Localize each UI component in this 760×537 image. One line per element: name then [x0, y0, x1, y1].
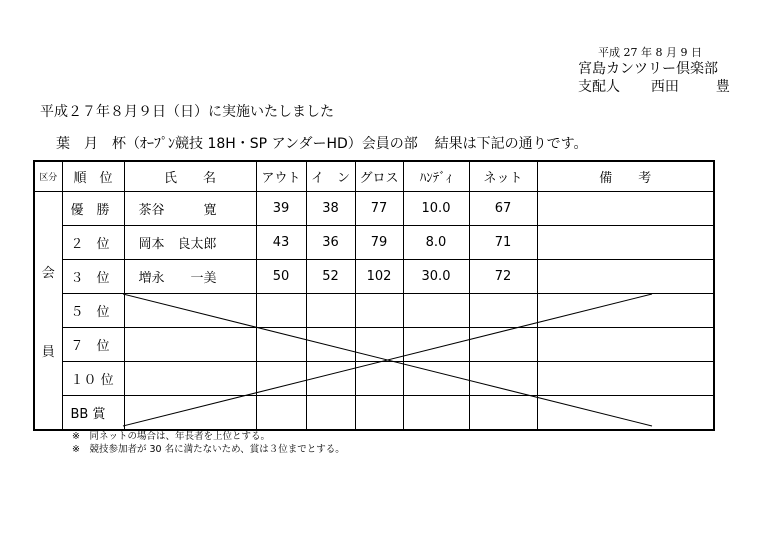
table-row	[34, 362, 714, 396]
out-cell	[256, 328, 306, 362]
result-title-prefix: 葉 月 杯（ｵｰﾌﾟﾝ競技 18H・SP アンダーHD）会員の部	[56, 136, 418, 152]
rank-cell: 優 勝	[62, 192, 124, 226]
net-cell	[469, 294, 537, 328]
in-cell	[306, 396, 355, 431]
result-title	[56, 133, 588, 153]
out-cell: 39	[256, 192, 306, 226]
handicap-cell: 10.0	[403, 192, 469, 226]
out-cell: 43	[256, 226, 306, 260]
header-net: ネット	[469, 161, 537, 192]
header-remarks: 備 考	[537, 161, 714, 192]
remarks-cell	[537, 396, 714, 431]
table-header-row	[34, 161, 714, 192]
manager-given-name: 豊	[715, 79, 730, 95]
gross-cell	[355, 396, 403, 431]
note-item: ※ 同ネットの場合は、年長者を上位とする。	[72, 431, 270, 442]
player-name-cell	[124, 294, 256, 328]
in-cell: 36	[306, 226, 355, 260]
handicap-cell	[403, 362, 469, 396]
rank-cell: ５ 位	[62, 294, 124, 328]
remarks-cell	[537, 328, 714, 362]
remarks-cell	[537, 226, 714, 260]
manager-title: 支配人	[578, 79, 620, 95]
header-handicap: ﾊﾝﾃﾞｨ	[403, 161, 469, 192]
rank-cell: １０ 位	[62, 362, 124, 396]
net-cell: 72	[469, 260, 537, 294]
table-row	[34, 396, 714, 431]
header-out: アウト	[256, 161, 306, 192]
header-name: 氏 名	[124, 161, 256, 192]
table-row	[34, 192, 714, 226]
player-name-cell: 岡本 良太郎	[124, 226, 256, 260]
remarks-cell	[537, 362, 714, 396]
note-item: ※ 競技参加者が 30 名に満たないため、賞は３位までとする。	[72, 444, 345, 455]
remarks-cell	[537, 294, 714, 328]
header-division: 区分	[34, 161, 62, 192]
gross-cell: 77	[355, 192, 403, 226]
rank-cell: ３ 位	[62, 260, 124, 294]
handicap-cell	[403, 328, 469, 362]
gross-cell: 102	[355, 260, 403, 294]
net-cell: 71	[469, 226, 537, 260]
out-cell	[256, 294, 306, 328]
in-cell	[306, 294, 355, 328]
in-cell	[306, 362, 355, 396]
rank-cell: BB 賞	[62, 396, 124, 431]
gross-cell	[355, 294, 403, 328]
handicap-cell	[403, 294, 469, 328]
gross-cell	[355, 328, 403, 362]
division-cell	[34, 192, 62, 431]
in-cell: 38	[306, 192, 355, 226]
table-row	[34, 328, 714, 362]
header-in: イ ン	[306, 161, 355, 192]
intro-text: 平成２７年８月９日（日）に実施いたしました	[40, 104, 334, 120]
handicap-cell: 30.0	[403, 260, 469, 294]
handicap-cell	[403, 396, 469, 431]
gross-cell	[355, 362, 403, 396]
net-cell	[469, 328, 537, 362]
net-cell	[469, 362, 537, 396]
out-cell	[256, 396, 306, 431]
in-cell	[306, 328, 355, 362]
player-name-cell	[124, 396, 256, 431]
handicap-cell: 8.0	[403, 226, 469, 260]
notes	[72, 430, 345, 456]
table-row	[34, 294, 714, 328]
player-name-cell	[124, 328, 256, 362]
document-date: 平成 27 年 8 月 9 日	[598, 46, 702, 59]
table-row	[34, 226, 714, 260]
in-cell: 52	[306, 260, 355, 294]
remarks-cell	[537, 192, 714, 226]
player-name-cell: 茶谷 寛	[124, 192, 256, 226]
table-row	[34, 260, 714, 294]
net-cell: 67	[469, 192, 537, 226]
result-title-suffix: 結果は下記の通りです。	[434, 136, 588, 152]
rank-cell: ７ 位	[62, 328, 124, 362]
manager-signature	[578, 76, 730, 96]
out-cell: 50	[256, 260, 306, 294]
division-label-char: 会	[41, 265, 55, 281]
results-table	[33, 160, 715, 431]
player-name-cell	[124, 362, 256, 396]
remarks-cell	[537, 260, 714, 294]
gross-cell: 79	[355, 226, 403, 260]
club-name: 宮島カンツリー倶楽部	[578, 61, 718, 77]
header-gross: グロス	[355, 161, 403, 192]
out-cell	[256, 362, 306, 396]
rank-cell: ２ 位	[62, 226, 124, 260]
net-cell	[469, 396, 537, 431]
division-label-char: 員	[41, 344, 55, 360]
header-rank: 順 位	[62, 161, 124, 192]
player-name-cell: 増永 一美	[124, 260, 256, 294]
manager-family-name: 西田	[650, 79, 679, 95]
